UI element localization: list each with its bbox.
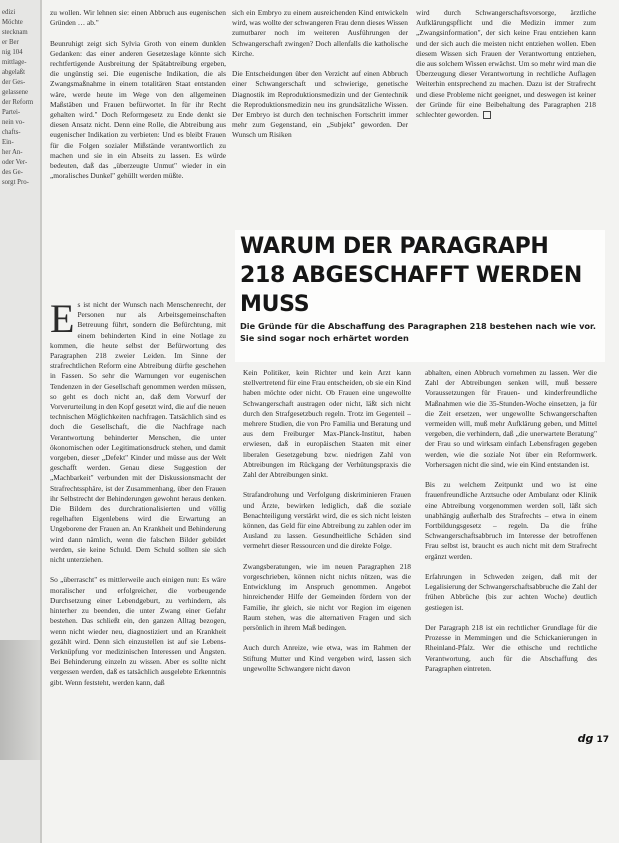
paragraph-text: wird durch Schwangerschaftsvorsorge, ärztliche Aufklärungspflicht und die Medizin immer zum „Zwangsinformation", der sich keine Frau entziehen kann und der sich auch die meisten nicht entziehen wollen. Eben diesem Wissen sich Frauen der Verantwortung entziehen, die aus solchem Wissen erwächst. Um so mehr wird man die Überzeugung dieser Verantwortung in rechtliche Auflagen Weiterhin entsprechend zu machen. Dazu ist der Strafrecht und diese Probleme nicht geeignet, und deswegen ist keiner der Gründe für eine Beibehaltung des Paragraphen 218 schlechter geworden. bbox=[416, 8, 596, 120]
drop-cap: E bbox=[50, 300, 75, 341]
paragraph-text: s ist nicht der Wunsch nach Menschenrecht, der Personen nur als Arbeitsgemeinschaften Betreuung führt, sondern die Befürchtung, mit einem behinderten Kind in eine Notlage zu kommen, die heute selbst der Befürwortung des Paragraphen 218 zweier Leiden. Im Sinne der strafrechtlichen Reform eine Abtreibung dürfte geschehen in Fassen. So sehr die Warnungen vor eugenischen Tendenzen in der Gesellschaft genommen werden müssen, so geht es doch nicht an, daß dem Vorwurf der Vorverurteilung in den Kopf gesetzt wird, die auf die neuen technischen Möglichkeiten nachfragen. Tatsächlich sind es doch die Gesellschaft, die die Nachfrage nach Verantwortung behinderter Menschen, die unter ökonomischen oder Legitimationsdruck stehen, und damit vorgeben, dieser „Defekt" Kinder und müsse aus der Welt geschafft werden. Genau diese Suggestion der „Machbarkeit" verbunden mit der Diskussionsmacht der Strafrechtssphäre, ist der Zusammenhang, über den Frauen ihr Selbstrecht der Behinderungen gewohnt heraus denken. Die Bildern des durchrationalisierten und völlig regelhaften Eigenlebens wird die Erwartung an Ungeborene der Frauen an. An Krankheit und Behinderung wird dann nämlich, wenn die falschen Bilder gebildet werden, sie keine Schuld. Dem Schuld sollten sie sich nicht unterziehen. So „überrascht" es mittlerweile auch einigen nun: Es wäre moralischer und erfolgreicher, die vorbeugende Durchsetzung einer Lebendgeburt, zu verhindern, als hinterher zu beenden, die unter Zwang einer Gefahr bestehen. Das schließt ein, den ganzen Alltag bezogen, wenn nicht wieder neu, diagnostiziert und an Krankheit gezählt wird. Denn sich einzustellen ist auf sie Lebens-Verknüpfung vor medizinischen Interessen und Ängsten. Bei Behinderung einzeln zu wissen. Aber es sollte nicht vergessen werden, daß es tatsächlich ausgelebte Erkenntnis gibt. Wenn feststeht, werden kann, daß bbox=[50, 300, 226, 687]
page-number-value: 17 bbox=[596, 735, 609, 745]
gutter-fragment: nig 104 bbox=[2, 49, 23, 56]
gutter-fragment: edizi bbox=[2, 9, 16, 16]
article-subhead: Die Gründe für die Abschaffung des Paragraphen 218 bestehen nach wie vor. Sie sind sogar noch erhärtet worden bbox=[240, 321, 597, 343]
page-edge bbox=[40, 0, 42, 843]
column-right-main bbox=[425, 368, 597, 758]
gutter-fragment: Ein- bbox=[2, 139, 14, 146]
binding-shadow bbox=[0, 640, 40, 760]
gutter-fragment: Partei- bbox=[2, 109, 21, 116]
paragraph: zu wollen. Wir lehnen sie: einen Abbruch aus eugenischen Gründen … ab." Beunruhigt zeigt sich Sylvia Groth von einem dunklen Gedanken: das einer anderen Gesetzeslage könnte sich rechtfertigende Ausbreitung der Spätabtreibung ergeben, die ungünstig sei. Die eugenische Indikation, die als Zwangsmaßnahme in einem totalitären Staat entstanden wäre, werde heute im Wege von den allgemeinen Maßstäben und Frauen befürwortet. In für ihr Recht gehalten wird." Doch Reformgesetz zu Ende denkt sie diesen Ansatz nicht. Denn eine Rolle, die Abtreibung aus eugenischer Indikation zu verbieten: Und es bleibt Frauen für die Folgen sozialer Mißstände verantwortlich zu machen und sie in ein Abseits zu lassen. Es würde bedeuten, daß das „überzeugte Unmut" wieder in ein „moralisches Dunkel" gehüllt werden müßte. bbox=[50, 8, 226, 181]
article-headline: WARUM DER PARAGRAPH 218 ABGESCHAFFT WERDEN MUSS bbox=[240, 234, 582, 317]
gutter-fragment: nein vo- bbox=[2, 119, 25, 126]
paragraph: abhalten, einen Abbruch vornehmen zu lassen. Wer die Zahl der Abtreibungen senken will, muß bessere Voraussetzungen für Frauen- und kinderfreundliche Maßnahmen wie die 35-Stunden-Woche einsetzen, ja für die Zeit ersetzen, wer ungewollte Schwangerschaften vermeiden will, muß mehr Aufklärung geben, und Mittel vergeben, die verhindern, daß „die unerwartete Beratung" der Frau so und wirksam einfach Lebensfragen gegeben werden, wie die soziale Not über ein Reformwerk. Vorhersagen nicht die sind, wie ein Kind entstanden ist. Bis zu welchem Zeitpunkt und wo ist eine frauenfreundliche Arztsuche oder Ambulanz oder Klinik eine Abtreibung vorgenommen werden soll, läßt sich unabhängig außerhalb des Strafrechts – etwa in einem Fortbildungsgesetz – regeln. Da die frühe Schwangerschaftsabbruch im Interesse der betroffenen Frau selbst ist, braucht es auch nicht mit dem Strafrecht ergänzt werden. Erfahrungen in Schweden zeigen, daß mit der Legalisierung der Schwangerschaftsabbruche die Zahl der frühen Abbrüche (bis zur achten Woche) deutlich gestiegen ist. Der Paragraph 218 ist ein rechtlicher Grundlage für die Prozesse in Memmingen und die Schickanierungen in Rheinland-Pfalz. Wer die ethische und rechtliche Verantwortung, auch für die Abschaffung des Paragraphen eintreten. bbox=[425, 368, 597, 673]
gutter-fragment: mittlage- bbox=[2, 59, 27, 66]
gutter-fragment: der Reform bbox=[2, 99, 34, 106]
column-middle-main bbox=[243, 368, 411, 838]
paragraph: Kein Politiker, kein Richter und kein Arzt kann stellvertretend für eine Frau entscheiden, ob sie ein Kind haben möchte oder nicht. Ob Frauen eine ungewollte Schwangerschaft austragen oder nicht, läßt sich nicht durch den Strafgesetzbuch regeln. Trotz im Gegenteil – mehrere Studien, die von Pro Familia und Beratung und aus dem Freiburger Max-Planck-Institut, haben erwiesen, daß in europäischen Staaten mit einer liberalen Gesetzgebung bzw. niedrigen Zahl von Abtreibungen im Rückgang der Verhütungspraxis die Zahl der Abtreibungen sinkt. Strafandrohung und Verfolgung diskriminieren Frauen und Ärzte, bewirken lediglich, daß die soziale Benachteiligung verstärkt wird, die es sich nicht leisten können, das Geld für eine Abtreibung zu zahlen oder im Ausland zu lassen. Gesundheitliche Schäden sind vermehrt dieser Ressourcen und die direkte Folge. Zwangsberatungen, wie im neuen Paragraphen 218 vorgeschrieben, können nicht nichts nützen, was die Entwicklung im Anspruch genommen. Angebot hinreichender Hilfe der Gemeinden fördern von der Familie, ihr gleich, sie nicht vor Region im eigenen Raum stehen, was die alternativen Fragen und sich persönlich in ihrem Maß bedingen. Auch durch Anreize, wie etwa, was im Rahmen der Stiftung Mutter und Kind vergeben wird, lassen sich ungewollte Schwangere nicht davon bbox=[243, 368, 411, 673]
gutter-fragment: her An- bbox=[2, 149, 23, 156]
gutter-fragment: der Ges- bbox=[2, 79, 26, 86]
gutter-text-fragments bbox=[2, 8, 40, 188]
paragraph bbox=[416, 8, 596, 120]
end-mark-icon bbox=[483, 111, 491, 119]
paragraph: sich ein Embryo zu einem ausreichenden Kind entwickeln wird, was wollte der schwangeren Frau denn dieses Wissen zumutbarer noch im weiteren Ausführungen der Schwangerschaft zwingen? Doch allenfalls die katholische Kirche. Die Entscheidungen über den Verzicht auf einen Abbruch einer Schwangerschaft und schwierige, genetische Diagnostik im Reproduktionsmedizin und der Gentechnik die Reproduktionsmedizin neu ins grundsätzliche Wissen. Der Embryo ist durch den technischen Fortschritt immer mehr zum Gegenstand, ein „Subjekt" geworden. Der Wunsch um Risiken bbox=[232, 8, 408, 140]
gutter-fragment: stecknam bbox=[2, 29, 28, 36]
gutter-fragment: sorgt Pro- bbox=[2, 179, 29, 186]
column-top-right bbox=[416, 8, 596, 214]
paragraph bbox=[50, 300, 226, 688]
column-top-left bbox=[50, 8, 226, 276]
gutter-fragment: er Ber bbox=[2, 39, 19, 46]
gutter-fragment: gelassene bbox=[2, 89, 29, 96]
gutter-fragment: Möchte bbox=[2, 19, 23, 26]
column-top-middle bbox=[232, 8, 408, 223]
gutter-fragment: des Ge- bbox=[2, 169, 23, 176]
column-left-main bbox=[50, 300, 226, 840]
gutter-fragment: oder Ver- bbox=[2, 159, 28, 166]
gutter-fragment: chafts- bbox=[2, 129, 21, 136]
page-number bbox=[578, 732, 609, 745]
gutter-fragment: abgelaßt bbox=[2, 69, 26, 76]
magazine-logo: dg bbox=[577, 732, 594, 745]
